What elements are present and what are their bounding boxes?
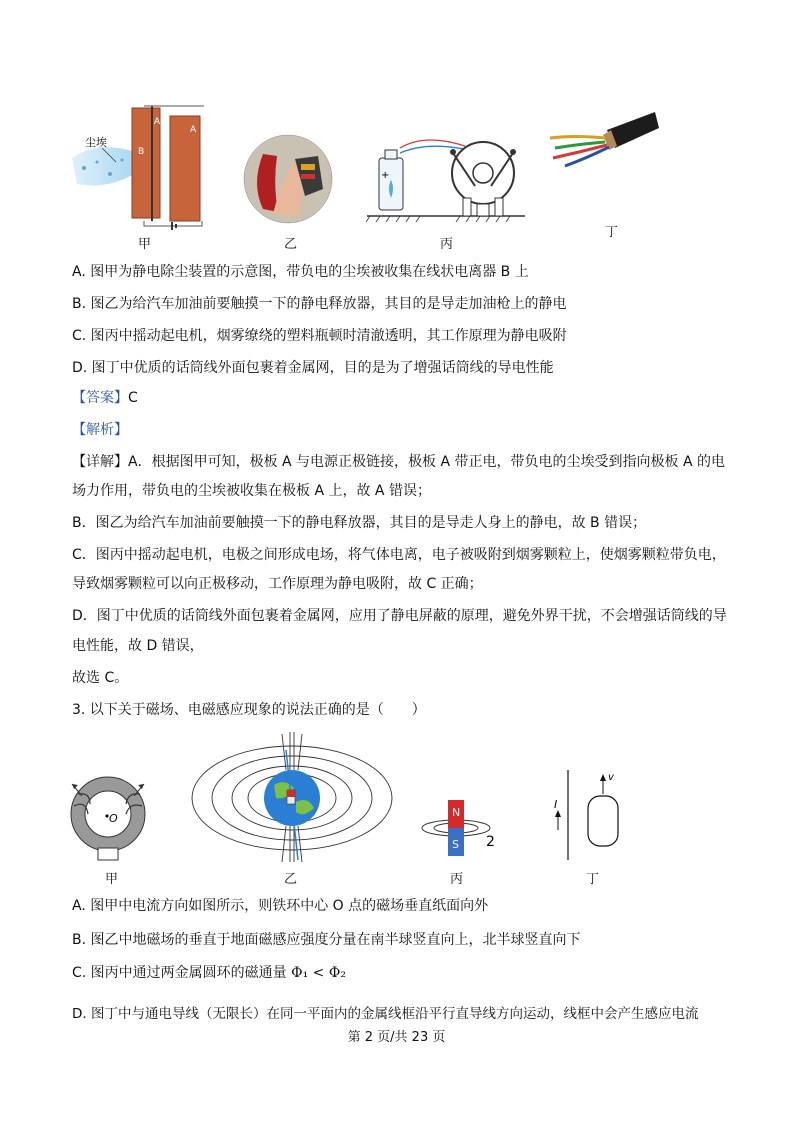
explain-line-3: B．图乙为给汽车加油前要触摸一下的静电释放器，其目的是导走人身上的静电，故 B 错误； xyxy=(72,515,647,531)
svg-text:S: S xyxy=(452,838,459,851)
dust-label: 尘埃 xyxy=(85,136,107,149)
current-i-label: I xyxy=(554,798,558,811)
wire-label: B xyxy=(138,147,145,157)
wire-loop-figure xyxy=(548,768,638,863)
q3-option-a: A. 图甲中电流方向如图所示，则铁环中心 O 点的磁场垂直纸面向外 xyxy=(72,898,489,914)
caption-yi: 乙 xyxy=(284,237,298,252)
answer-line xyxy=(72,388,138,408)
q2-option-d: D. 图丁中优质的话筒线外面包裹着金属网，目的是为了增强话筒线的导电性能 xyxy=(72,360,554,376)
q3-option-c: C. 图丙中通过两金属圆环的磁通量 Φ₁ < Φ₂ xyxy=(72,965,346,981)
explain-line-2: 场力作用，带负电的尘埃被收集在极板 A 上，故 A 错误； xyxy=(72,483,431,499)
q3-stem: 3. 以下关于磁场、电磁感应现象的说法正确的是（ ） xyxy=(72,702,426,718)
loop-2-label: 2 xyxy=(486,834,495,850)
earth-field-figure xyxy=(190,730,395,865)
plate-label-1: A xyxy=(154,117,161,127)
explain-line-1: 【详解】A．根据图甲可知，极板 A 与电源正极链接，极板 A 带正电，带负电的尘埃受到指向极板 A 的电 xyxy=(72,454,726,470)
q2-option-a: A. 图甲为静电除尘装置的示意图，带负电的尘埃被收集在线状电离器 B 上 xyxy=(72,264,529,280)
plate-label-2: A xyxy=(190,125,197,135)
answer-value: C xyxy=(128,390,138,406)
explain-line-8: 故选 C。 xyxy=(72,670,129,686)
svg-text:+: + xyxy=(381,170,390,181)
toroid-figure xyxy=(66,770,156,865)
explain-line-4: C．图丙中摇动起电机，电极之间形成电场，将气体电离，电子被吸附到烟雾颗粒上，使烟雾颗粒带负电， xyxy=(72,547,726,563)
caption-bing: 丙 xyxy=(440,237,454,252)
discharger-photo xyxy=(243,134,333,224)
caption-ding: 丁 xyxy=(605,225,619,240)
q2-option-b: B. 图乙为给汽车加油前要触摸一下的静电释放器，其目的是导走加油枪上的静电 xyxy=(72,296,567,312)
precipitator-figure xyxy=(72,96,222,231)
electrostatic-generator-figure xyxy=(365,128,535,226)
explain-line-5: 导致烟雾颗粒可以向正极移动，工作原理为静电吸附，故 C 正确； xyxy=(72,576,483,592)
explain-line-6: D．图丁中优质的话筒线外面包裹着金属网，应用了静电屏蔽的原理，避免外界干扰，不会增强话筒线的导 xyxy=(72,608,727,624)
velocity-v-label: v xyxy=(608,772,614,783)
magnet-loops-figure xyxy=(420,798,505,858)
caption2-bing: 丙 xyxy=(450,872,464,887)
flux-formula: Φ₁ < Φ₂ xyxy=(291,965,346,981)
explain-line-7: 电性能，故 D 错误， xyxy=(72,638,204,654)
q3-option-b: B. 图乙中地磁场的垂直于地面磁感应强度分量在南半球竖直向上，北半球竖直向下 xyxy=(72,932,581,948)
shielded-cable-figure xyxy=(545,100,660,185)
q2-option-c: C. 图丙中摇动起电机，烟雾缭绕的塑料瓶顿时清澈透明，其工作原理为静电吸附 xyxy=(72,328,567,344)
page-footer: 第 2 页/共 23 页 xyxy=(347,1030,446,1045)
caption2-ding: 丁 xyxy=(586,872,600,887)
answer-label: 【答案】 xyxy=(72,390,128,406)
svg-text:N: N xyxy=(452,806,461,819)
caption-jia: 甲 xyxy=(138,237,152,252)
analysis-label: 【解析】 xyxy=(72,422,128,438)
center-o-label: O xyxy=(109,812,118,825)
caption2-yi: 乙 xyxy=(284,872,298,887)
q3-option-d: D. 图丁中与通电导线（无限长）在同一平面内的金属线框沿平行直导线方向运动，线框中会产生感应电流 xyxy=(72,1006,699,1022)
caption2-jia: 甲 xyxy=(105,872,119,887)
